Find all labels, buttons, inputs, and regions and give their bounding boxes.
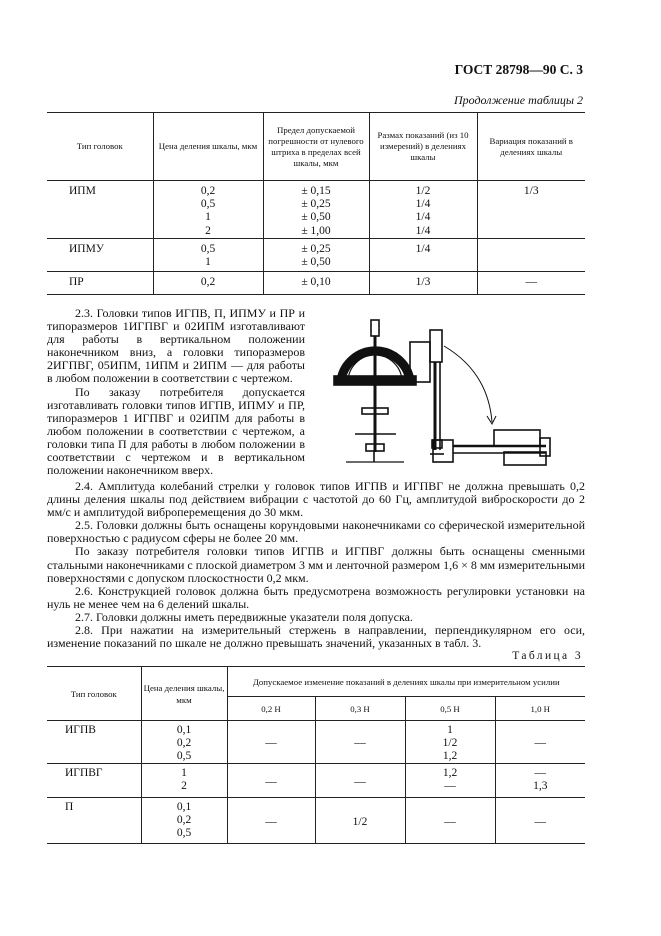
table-row: П 0,1 0,2 0,5 — 1/2 — — [47, 798, 585, 844]
table-2 [47, 112, 585, 295]
table-row: ПР 0,2 ± 0,10 1/3 — [47, 271, 585, 294]
gauge-head-body [430, 330, 442, 362]
header-range: Размах показаний (из 10 измерений) в делениях шкалы [369, 113, 477, 181]
gauge-top-cap [371, 320, 379, 336]
table-row: ИПМУ 0,5 1 ± 0,25 ± 0,50 1/4 [47, 238, 585, 271]
header-division: Цена деления шкалы, мкм [153, 113, 263, 181]
section-2-3: 2.3. Головки типов ИГПВ, П, ИПМУ и ПР и типоразмеров 1ИГПВГ и 02ИПМ изготавливают для работы в вертикальном положении наконечником вниз, а головки типоразмеров 2ИГПВГ, 05ИПМ, 1ИПМ и 2ИПМ — для работы в любом положении в соответствии с чертежом. По заказу потребителя допускается изготавливать головки типов ИГПВ, ИПМУ и ПР, типоразмеров 1 ИГПВГ и 02ИПМ для работы в любом положении в соответствии с чертежом, а головки типа П для работы в любом положении в соответствии с чертежом и в вертикальном положении наконечником вверх. [47, 306, 305, 478]
header-error: Предел допускаемой погрешности от нулевого штриха в пределах всей шкалы, мкм [263, 113, 369, 181]
table-3 [47, 666, 585, 844]
gauge-head-drawing [318, 312, 568, 482]
header-variation: Вариация показаний в делениях шкалы [477, 113, 585, 181]
header-type: Тип головок [76, 141, 123, 151]
header-division: Цена деления шкалы, мкм [141, 667, 227, 721]
table-continuation-label: Продолжение таблицы 2 [453, 93, 583, 107]
header-force-0-3: 0,3 Н [315, 697, 405, 721]
header-type: Тип головок [47, 667, 141, 721]
table-3-title: Таблица 3 [512, 650, 583, 662]
page-header: ГОСТ 28798—90 С. 3 [454, 62, 583, 77]
header-force-1-0: 1,0 Н [495, 697, 585, 721]
header-force-0-2: 0,2 Н [227, 697, 315, 721]
table-row: ИПМ 0,2 0,5 1 2 ± 0,15 ± 0,25 ± 0,50 ± 1,00 1/2 1/4 1/4 1/4 1/3 [47, 181, 585, 239]
header-force-group: Допускаемое изменение показаний в делениях шкалы при измерительном усилии [227, 667, 585, 697]
rotation-arrow [444, 346, 492, 422]
table-row: ИГПВГ 1 2 — — 1,2 — — 1,3 [47, 764, 585, 798]
header-force-0-5: 0,5 Н [405, 697, 495, 721]
table-row: ИГПВ 0,1 0,2 0,5 — — 1 1/2 1,2 — [47, 721, 585, 764]
sections-2-4-to-2-8: 2.4. Амплитуда колебаний стрелки у головок типов ИГПВ и ИГПВГ не должна превышать 0,2 длины деления шкалы под действием вибрации с частотой до 60 Гц, амплитудой виброскорости до 2 мм/с и амплитудой виброперемещения до 30 мкм. 2.5. Головки должны быть оснащены корундовыми наконечниками со сферической измерительной поверхностью с радиусом сферы не более 20 мм. По заказу потребителя головки типов ИГПВ и ИГПВГ должны быть оснащены сменными стальными наконечниками с плоской диаметром 3 мм и ленточной размером 1,6 × 8 мм измерительными поверхностями с допуском плоскостности 0,2 мкм. 2.6. Конструкцией головок должна быть предусмотрена возможность регулировки установки на нуль не менее чем на 6 делений шкалы. 2.7. Головки должны иметь передвижные указатели поля допуска. 2.8. При нажатии на измерительный стержень в направлении, перпендикулярном его оси, изменение показаний по шкале не должно превышать значений, указанных в табл. 3. [47, 479, 585, 651]
